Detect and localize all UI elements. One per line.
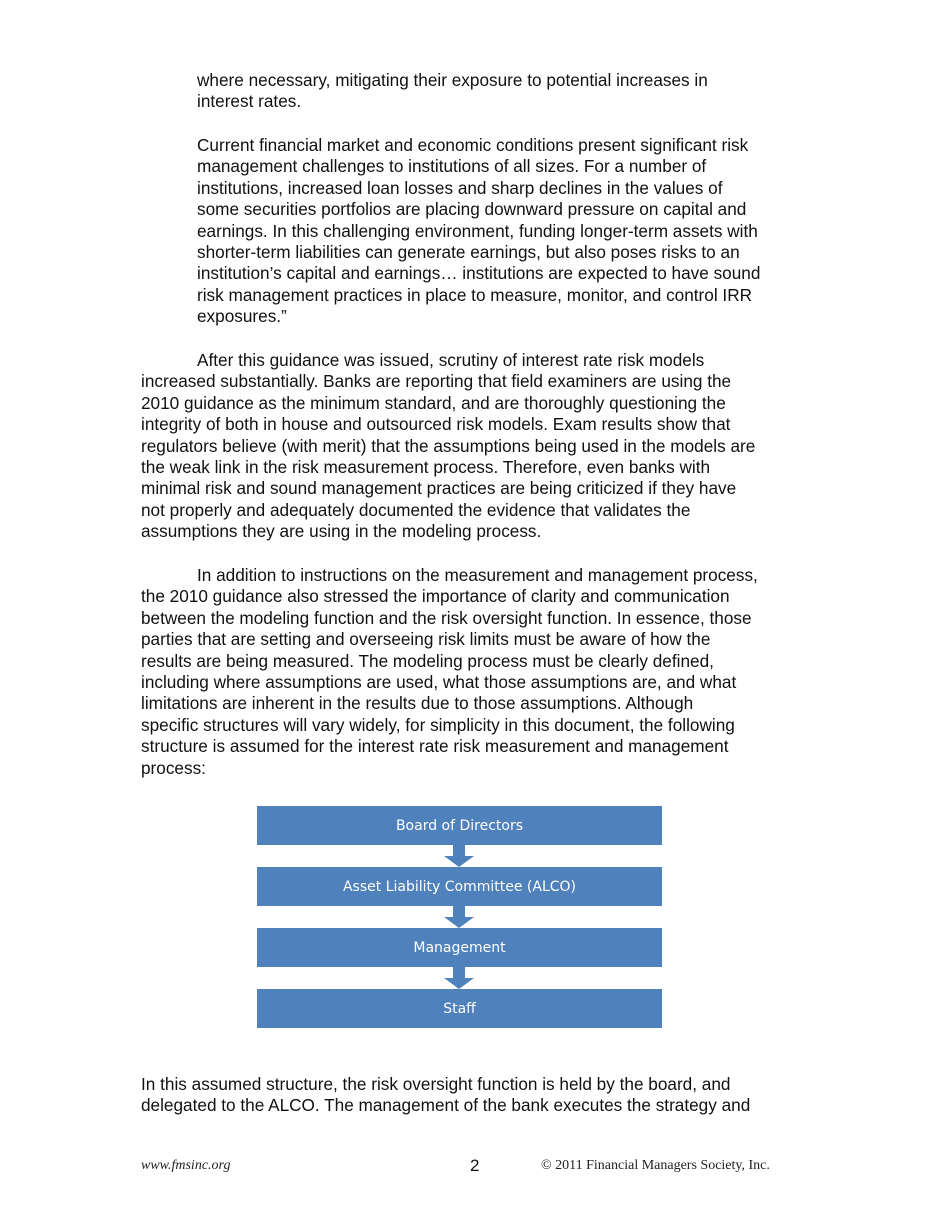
text-line: exposures.” xyxy=(197,306,287,327)
paragraph-structure xyxy=(141,1074,821,1117)
paragraph-scrutiny xyxy=(141,350,821,543)
text-line: institutions, increased loan losses and sharp declines in the values of xyxy=(197,177,723,198)
text-line: between the modeling function and the risk oversight function. In essence, those xyxy=(141,607,752,628)
text-line: risk management practices in place to measure, monitor, and control IRR xyxy=(197,284,753,305)
diagram-box-board: Board of Directors xyxy=(257,806,662,845)
text-line: delegated to the ALCO. The management of the bank executes the strategy and xyxy=(141,1095,751,1116)
text-line: In this assumed structure, the risk oversight function is held by the board, and xyxy=(141,1074,731,1094)
text-line: parties that are setting and overseeing risk limits must be aware of how the xyxy=(141,629,711,650)
text-line: earnings. In this challenging environment, funding longer-term assets with xyxy=(197,220,758,241)
text-line: minimal risk and sound management practices are being criticized if they have xyxy=(141,478,737,499)
down-arrow-icon xyxy=(444,967,474,989)
text-line: management challenges to institutions of all sizes. For a number of xyxy=(197,156,707,177)
quote-paragraph xyxy=(197,135,827,328)
text-line: interest rates. xyxy=(197,91,302,112)
text-line: results are being measured. The modeling process must be clearly defined, xyxy=(141,650,714,671)
text-line: Current financial market and economic conditions present significant risk xyxy=(197,135,749,155)
paragraph-clarity xyxy=(141,565,821,779)
text-line: institution’s capital and earnings… institutions are expected to have sound xyxy=(197,263,761,284)
text-line: After this guidance was issued, scrutiny of interest rate risk models xyxy=(197,350,705,370)
text-line: including where assumptions are used, what those assumptions are, and what xyxy=(141,672,737,693)
text-line: specific structures will vary widely, for simplicity in this document, the following xyxy=(141,714,735,735)
text-line: some securities portfolios are placing downward pressure on capital and xyxy=(197,199,747,220)
text-line: increased substantially. Banks are reporting that field examiners are using the xyxy=(141,371,732,392)
footer-copyright: © 2011 Financial Managers Society, Inc. xyxy=(541,1158,770,1173)
quote-continuation xyxy=(197,70,827,113)
down-arrow-icon xyxy=(444,845,474,867)
text-line: process: xyxy=(141,757,206,778)
org-structure-diagram xyxy=(257,806,662,1029)
footer-website-link[interactable]: www.fmsinc.org xyxy=(141,1158,231,1173)
text-line: regulators believe (with merit) that the assumptions being used in the models are xyxy=(141,435,756,456)
down-arrow-icon xyxy=(444,906,474,928)
diagram-box-management: Management xyxy=(257,928,662,967)
text-line: In addition to instructions on the measurement and management process, xyxy=(197,565,758,585)
text-line: limitations are inherent in the results due to those assumptions. Although xyxy=(141,693,694,714)
diagram-box-staff: Staff xyxy=(257,989,662,1028)
text-line: assumptions they are using in the modeling process. xyxy=(141,521,542,542)
text-line: structure is assumed for the interest rate risk measurement and management xyxy=(141,736,729,757)
text-line: 2010 guidance as the minimum standard, and are thoroughly questioning the xyxy=(141,392,726,413)
diagram-box-alco: Asset Liability Committee (ALCO) xyxy=(257,867,662,906)
text-line: the weak link in the risk measurement process. Therefore, even banks with xyxy=(141,457,711,478)
text-line: shorter-term liabilities can generate earnings, but also poses risks to an xyxy=(197,242,740,263)
text-line: the 2010 guidance also stressed the importance of clarity and communication xyxy=(141,586,730,607)
text-line: not properly and adequately documented the evidence that validates the xyxy=(141,499,691,520)
text-line: where necessary, mitigating their exposure to potential increases in xyxy=(197,70,708,90)
text-line: integrity of both in house and outsourced risk models. Exam results show that xyxy=(141,414,731,435)
page-number: 2 xyxy=(470,1156,480,1175)
